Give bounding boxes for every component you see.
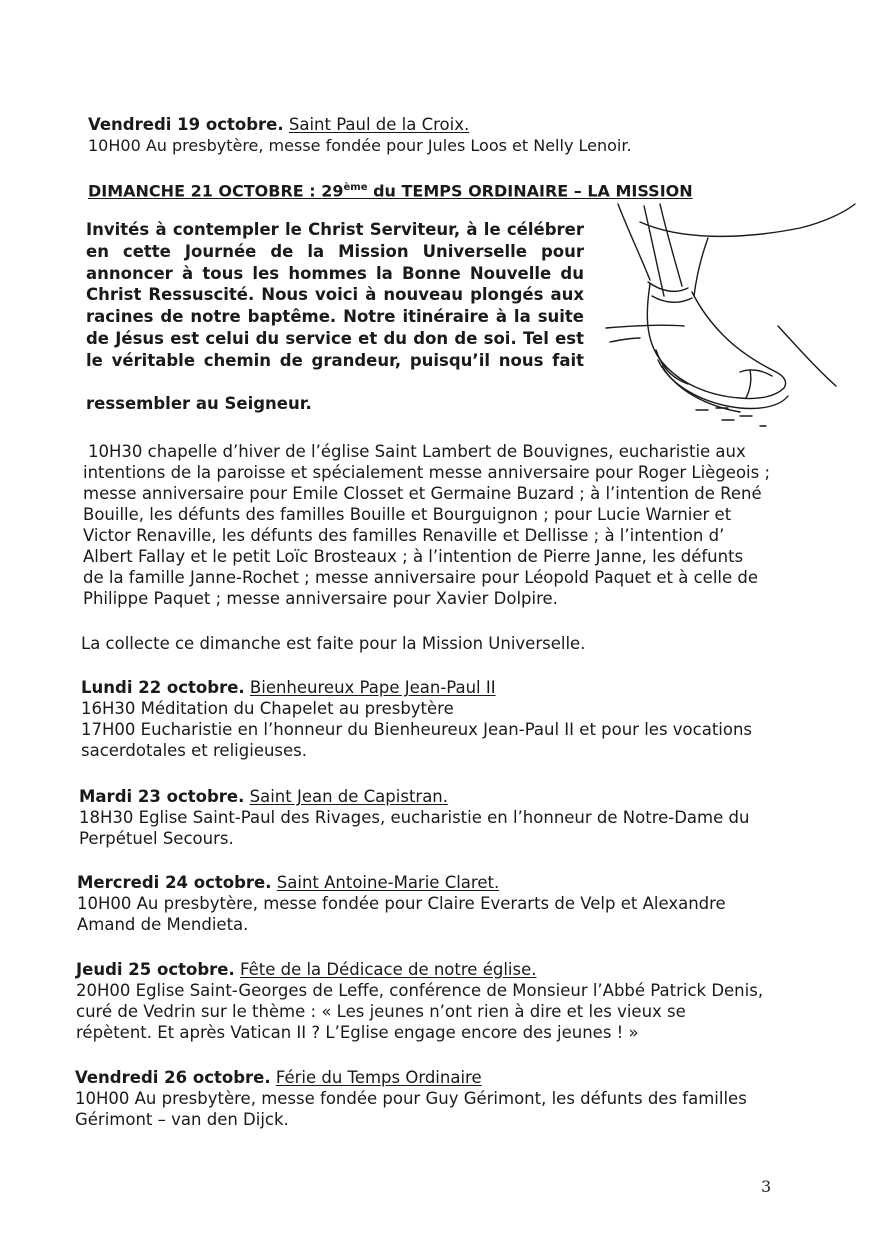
collection-note: La collecte ce dimanche est faite pour la Mission Universelle.	[81, 634, 586, 653]
day-label: Mardi 23 octobre.	[79, 787, 245, 806]
entry-line: 10H00 Au presbytère, messe fondée pour Jules Loos et Nelly Lenoir.	[88, 136, 632, 155]
entry-jeudi-25	[76, 959, 536, 980]
day-label: Vendredi 26 octobre.	[75, 1068, 271, 1087]
heading-part: du TEMPS ORDINAIRE – LA MISSION	[367, 181, 693, 201]
intro-last-line: ressembler au Seigneur.	[86, 394, 312, 413]
entry-line: sacerdotales et religieuses.	[81, 741, 308, 760]
entry-line: Gérimont – van den Dijck.	[75, 1110, 289, 1129]
day-label: Vendredi 19 octobre.	[88, 115, 284, 134]
entry-line: Amand de Mendieta.	[77, 915, 249, 934]
mass-line: 10H30 chapelle d’hiver de l’église Saint Lambert de Bouvignes, eucharistie aux	[88, 442, 746, 461]
mass-line: Albert Fallay et le petit Loïc Brosteaux ; à l’intention de Pierre Janne, les défunts	[83, 547, 744, 566]
entry-vendredi-19	[88, 114, 469, 135]
entry-mercredi-24	[77, 872, 499, 893]
entry-line: 17H00 Eucharistie en l’honneur du Bienheureux Jean-Paul II et pour les vocations	[81, 720, 753, 739]
saint-of-day: Fête de la Dédicace de notre église.	[240, 960, 537, 979]
entry-line: curé de Vedrin sur le thème : « Les jeunes n’ont rien à dire et les vieux se	[76, 1002, 686, 1021]
entry-line: 16H30 Méditation du Chapelet au presbytère	[81, 699, 454, 718]
mass-line: intentions de la paroisse et spécialement messe anniversaire pour Roger Liègeois ;	[83, 463, 771, 482]
mass-line: messe anniversaire pour Emile Closset et Germaine Buzard ; à l’intention de René	[83, 484, 762, 503]
entry-line: 18H30 Eglise Saint-Paul des Rivages, eucharistie en l’honneur de Notre-Dame du	[79, 808, 750, 827]
saint-of-day: Saint Antoine-Marie Claret.	[276, 873, 500, 892]
mass-line: Philippe Paquet ; messe anniversaire pour Xavier Dolpire.	[83, 589, 558, 608]
mass-line: de la famille Janne-Rochet ; messe anniversaire pour Léopold Paquet et à celle de	[83, 568, 759, 587]
mass-line: Bouille, les défunts des familles Bouille et Bourguignon ; pour Lucie Warnier et	[83, 505, 732, 524]
entry-line: 10H00 Au presbytère, messe fondée pour Guy Gérimont, les défunts des familles	[75, 1089, 747, 1108]
page-number: 3	[761, 1177, 772, 1196]
entry-vendredi-26	[75, 1067, 482, 1088]
day-label: Mercredi 24 octobre.	[77, 873, 272, 892]
mass-line: Victor Renaville, les défunts des familles Renaville et Dellisse ; à l’intention d’	[83, 526, 725, 545]
day-label: Jeudi 25 octobre.	[76, 960, 235, 979]
sunday-heading	[88, 177, 693, 201]
saint-of-day: Férie du Temps Ordinaire	[275, 1068, 482, 1087]
entry-line: Perpétuel Secours.	[79, 829, 234, 848]
entry-line: 20H00 Eglise Saint-Georges de Leffe, conférence de Monsieur l’Abbé Patrick Denis,	[76, 981, 764, 1000]
intro-paragraph: Invités à contempler le Christ Serviteur, à le célébrer en cette Journée de la Mission Universelle pour annoncer à tous les hommes la Bonne Nouvelle du Christ Ressuscité. Nous voici à nouveau plongés aux racines de notre baptême. Notre itinéraire à la suite de Jésus est celui du service et du don de soi. Tel est le véritable chemin de grandeur, puisqu’il nous fait	[86, 220, 584, 370]
sandaled-foot-icon	[600, 200, 862, 432]
saint-of-day: Saint Paul de la Croix.	[288, 115, 470, 134]
heading-part: DIMANCHE 21 OCTOBRE : 29	[88, 181, 344, 201]
entry-line: 10H00 Au presbytère, messe fondée pour Claire Everarts de Velp et Alexandre	[77, 894, 726, 913]
entry-lundi-22	[81, 677, 496, 698]
saint-of-day: Saint Jean de Capistran.	[249, 787, 449, 806]
entry-mardi-23	[79, 786, 448, 807]
heading-superscript: ème	[343, 182, 368, 193]
saint-of-day: Bienheureux Pape Jean-Paul II	[249, 678, 496, 697]
day-label: Lundi 22 octobre.	[81, 678, 245, 697]
entry-line: répètent. Et après Vatican II ? L’Eglise engage encore des jeunes ! »	[76, 1023, 639, 1042]
